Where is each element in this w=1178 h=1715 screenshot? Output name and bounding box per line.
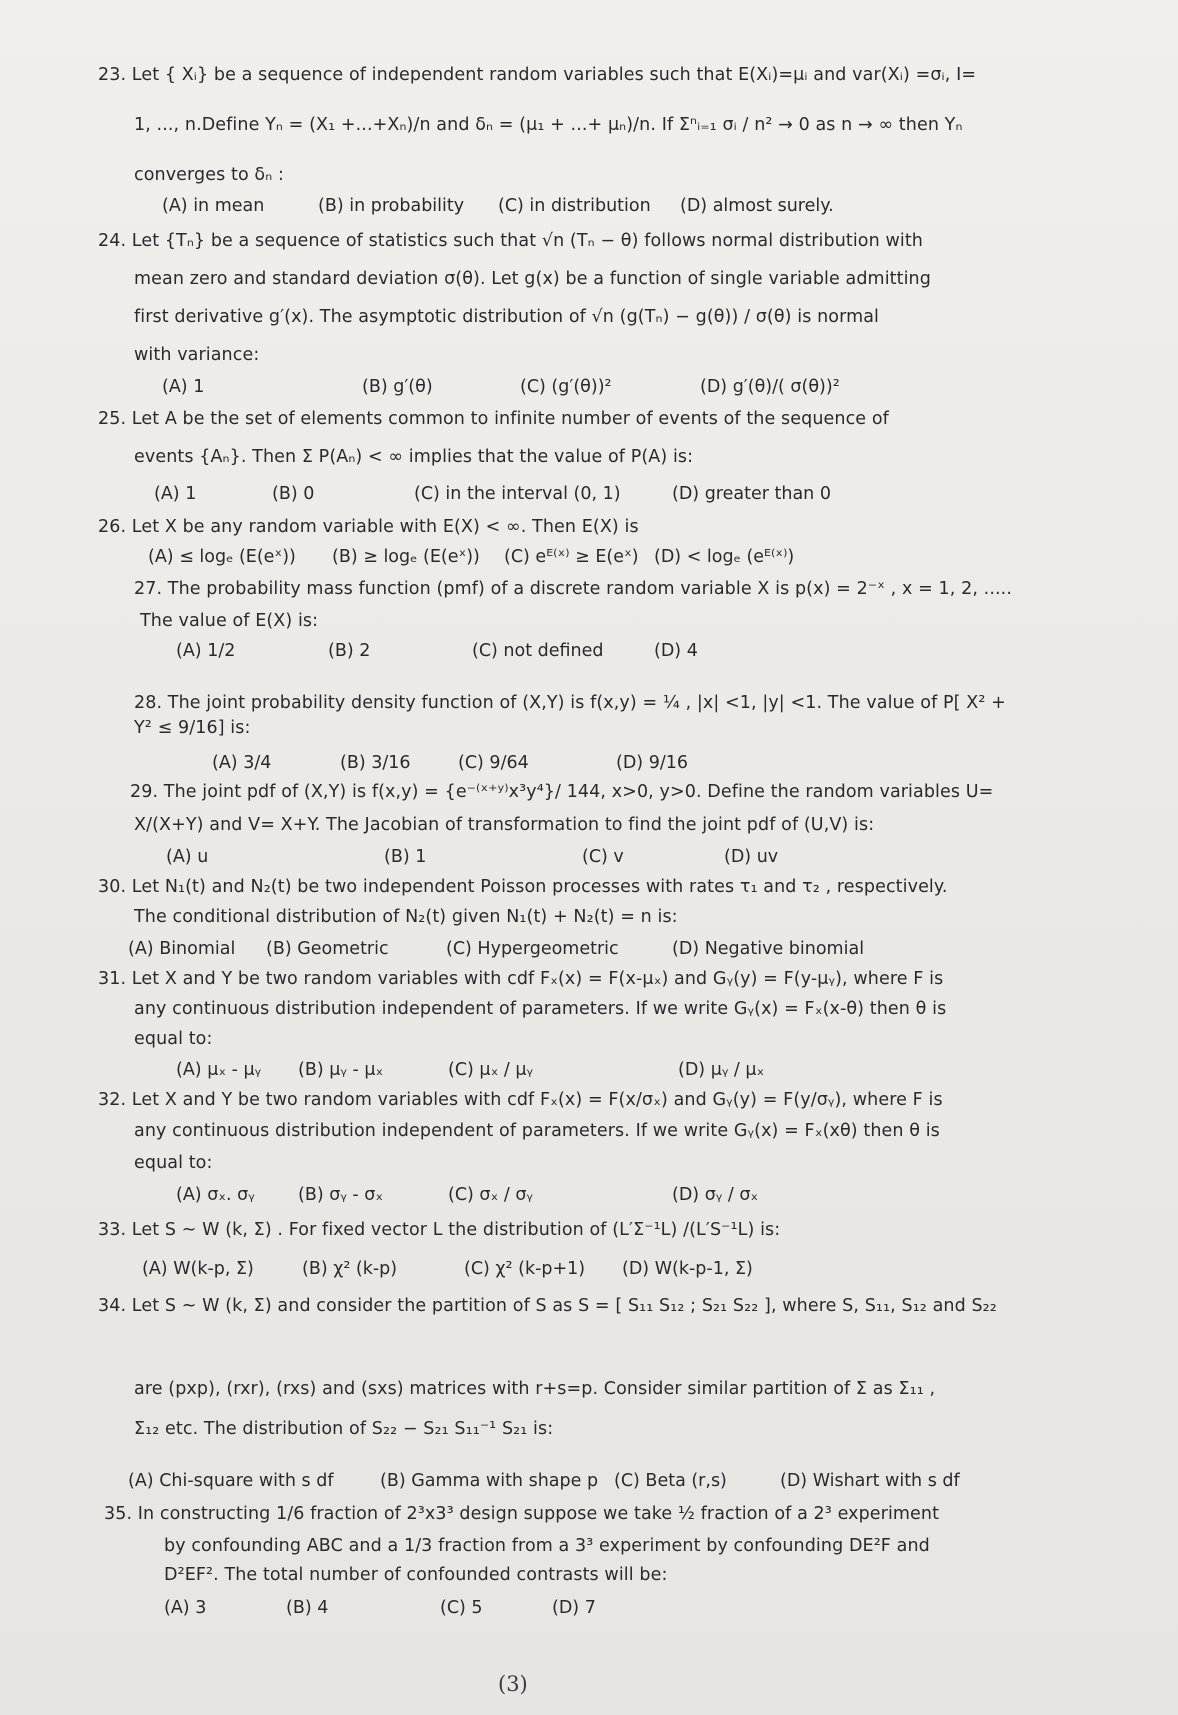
option-a: (A) 1 [162,377,205,397]
option-a: (A) μₓ - μᵧ [176,1060,262,1080]
question-text: any continuous distribution independent of parameters. If we write Gᵧ(x) = Fₓ(x-θ) then θ is [134,999,947,1019]
question-text: 27. The probability mass function (pmf) of a discrete random variable X is p(x) = 2⁻ˣ , x = 1, 2, ..... [134,579,1012,599]
option-b: (B) in probability [318,196,465,216]
option-d: (D) μᵧ / μₓ [678,1060,765,1080]
question-text: any continuous distribution independent of parameters. If we write Gᵧ(x) = Fₓ(xθ) then θ is [134,1121,940,1141]
option-a: (A) 1/2 [176,641,236,661]
option-c: (C) 9/64 [458,753,529,773]
option-a: (A) ≤ logₑ (E(eˣ)) [148,547,296,567]
question-text: Σ₁₂ etc. The distribution of S₂₂ − S₂₁ S₁₁⁻¹ S₂₁ is: [134,1419,554,1439]
option-c: (C) (g′(θ))² [520,377,612,397]
option-b: (B) 3/16 [340,753,411,773]
option-c: (C) 5 [440,1598,483,1618]
option-b: (B) σᵧ - σₓ [298,1185,384,1205]
option-d: (D) almost surely. [680,196,834,216]
question-text: equal to: [134,1153,213,1173]
question-text: Y² ≤ 9/16] is: [134,718,251,738]
option-b: (B) g′(θ) [362,377,433,397]
question-text: 23. Let { Xᵢ} be a sequence of independent random variables such that E(Xᵢ)=μᵢ and var(Xᵢ) =σᵢ, I= [98,65,977,85]
option-a: (A) Chi-square with s df [128,1471,334,1491]
option-d: (D) Negative binomial [672,939,865,959]
option-c: (C) σₓ / σᵧ [448,1185,533,1205]
question-text: first derivative g′(x). The asymptotic distribution of √n (g(Tₙ) − g(θ)) / σ(θ) is normal [134,307,880,327]
option-c: (C) v [582,847,624,867]
question-text: 33. Let S ~ W (k, Σ) . For fixed vector L the distribution of (L′Σ⁻¹L) /(L′S⁻¹L) is: [98,1220,781,1240]
option-a: (A) Binomial [128,939,236,959]
option-a: (A) 1 [154,484,197,504]
option-b: (B) ≥ logₑ (E(eˣ)) [332,547,480,567]
option-b: (B) χ² (k-p) [302,1259,398,1279]
question-text: mean zero and standard deviation σ(θ). Let g(x) be a function of single variable admitting [134,269,931,289]
option-a: (A) in mean [162,196,265,216]
option-d: (D) greater than 0 [672,484,831,504]
page-number: (3) [498,1672,528,1696]
option-c: (C) χ² (k-p+1) [464,1259,586,1279]
question-text: events {Aₙ}. Then Σ P(Aₙ) < ∞ implies that the value of P(A) is: [134,447,694,467]
option-c: (C) eᴱ⁽ˣ⁾ ≥ E(eˣ) [504,547,639,567]
option-b: (B) Gamma with shape p [380,1471,599,1491]
question-text: 28. The joint probability density function of (X,Y) is f(x,y) = ¼ , |x| <1, |y| <1. The value of P[ X² + [134,693,1006,713]
question-text: 29. The joint pdf of (X,Y) is f(x,y) = {e⁻⁽ˣ⁺ʸ⁾x³y⁴}/ 144, x>0, y>0. Define the random variables U= [130,782,994,802]
option-c: (C) μₓ / μᵧ [448,1060,534,1080]
option-a: (A) W(k-p, Σ) [142,1259,254,1279]
question-text: 26. Let X be any random variable with E(X) < ∞. Then E(X) is [98,517,639,537]
option-d: (D) Wishart with s df [780,1471,960,1491]
option-d: (D) 7 [552,1598,596,1618]
option-d: (D) 4 [654,641,698,661]
option-d: (D) uv [724,847,779,867]
question-text: 25. Let A be the set of elements common to infinite number of events of the sequence of [98,409,889,429]
option-d: (D) W(k-p-1, Σ) [622,1259,753,1279]
question-text: The conditional distribution of N₂(t) given N₁(t) + N₂(t) = n is: [134,907,678,927]
question-text: 24. Let {Tₙ} be a sequence of statistics such that √n (Tₙ − θ) follows normal distribution with [98,231,923,251]
option-a: (A) σₓ. σᵧ [176,1185,255,1205]
question-text: equal to: [134,1029,213,1049]
question-text: X/(X+Y) and V= X+Y. The Jacobian of transformation to find the joint pdf of (U,V) is: [134,815,875,835]
question-text: are (pxp), (rxr), (rxs) and (sxs) matrices with r+s=p. Consider similar partition of Σ as Σ₁₁ , [134,1379,936,1399]
option-d: (D) 9/16 [616,753,688,773]
option-a: (A) u [166,847,209,867]
option-b: (B) μᵧ - μₓ [298,1060,384,1080]
option-b: (B) 1 [384,847,427,867]
question-text: by confounding ABC and a 1/3 fraction from a 3³ experiment by confounding DE²F and [164,1536,930,1556]
option-d: (D) g′(θ)/( σ(θ))² [700,377,840,397]
question-text: 31. Let X and Y be two random variables with cdf Fₓ(x) = F(x-μₓ) and Gᵧ(y) = F(y-μᵧ), where F is [98,969,944,989]
option-a: (A) 3 [164,1598,207,1618]
question-text: 32. Let X and Y be two random variables with cdf Fₓ(x) = F(x/σₓ) and Gᵧ(y) = F(y/σᵧ), where F is [98,1090,943,1110]
question-text: with variance: [134,345,260,365]
option-a: (A) 3/4 [212,753,272,773]
question-text: 34. Let S ~ W (k, Σ) and consider the partition of S as S = [ S₁₁ S₁₂ ; S₂₁ S₂₂ ], where S, S₁₁, S₁₂ and S₂₂ [98,1296,997,1316]
option-b: (B) 0 [272,484,315,504]
question-text: 35. In constructing 1/6 fraction of 2³x3³ design suppose we take ½ fraction of a 2³ experiment [104,1504,940,1524]
option-d: (D) < logₑ (eᴱ⁽ˣ⁾) [654,547,795,567]
option-c: (C) in the interval (0, 1) [414,484,621,504]
option-c: (C) in distribution [498,196,651,216]
option-b: (B) Geometric [266,939,389,959]
option-b: (B) 4 [286,1598,329,1618]
option-c: (C) Hypergeometric [446,939,619,959]
question-text: 1, ..., n.Define Yₙ = (X₁ +...+Xₙ)/n and δₙ = (μ₁ + ...+ μₙ)/n. If Σⁿᵢ₌₁ σᵢ / n² → 0 as n → ∞ then Yₙ [134,115,963,135]
question-text: converges to δₙ : [134,165,284,185]
option-c: (C) Beta (r,s) [614,1471,727,1491]
option-b: (B) 2 [328,641,371,661]
question-text: 30. Let N₁(t) and N₂(t) be two independent Poisson processes with rates τ₁ and τ₂ , respectively. [98,877,948,897]
option-d: (D) σᵧ / σₓ [672,1185,759,1205]
question-text: The value of E(X) is: [140,611,319,631]
option-c: (C) not defined [472,641,604,661]
question-text: D²EF². The total number of confounded contrasts will be: [164,1565,668,1585]
